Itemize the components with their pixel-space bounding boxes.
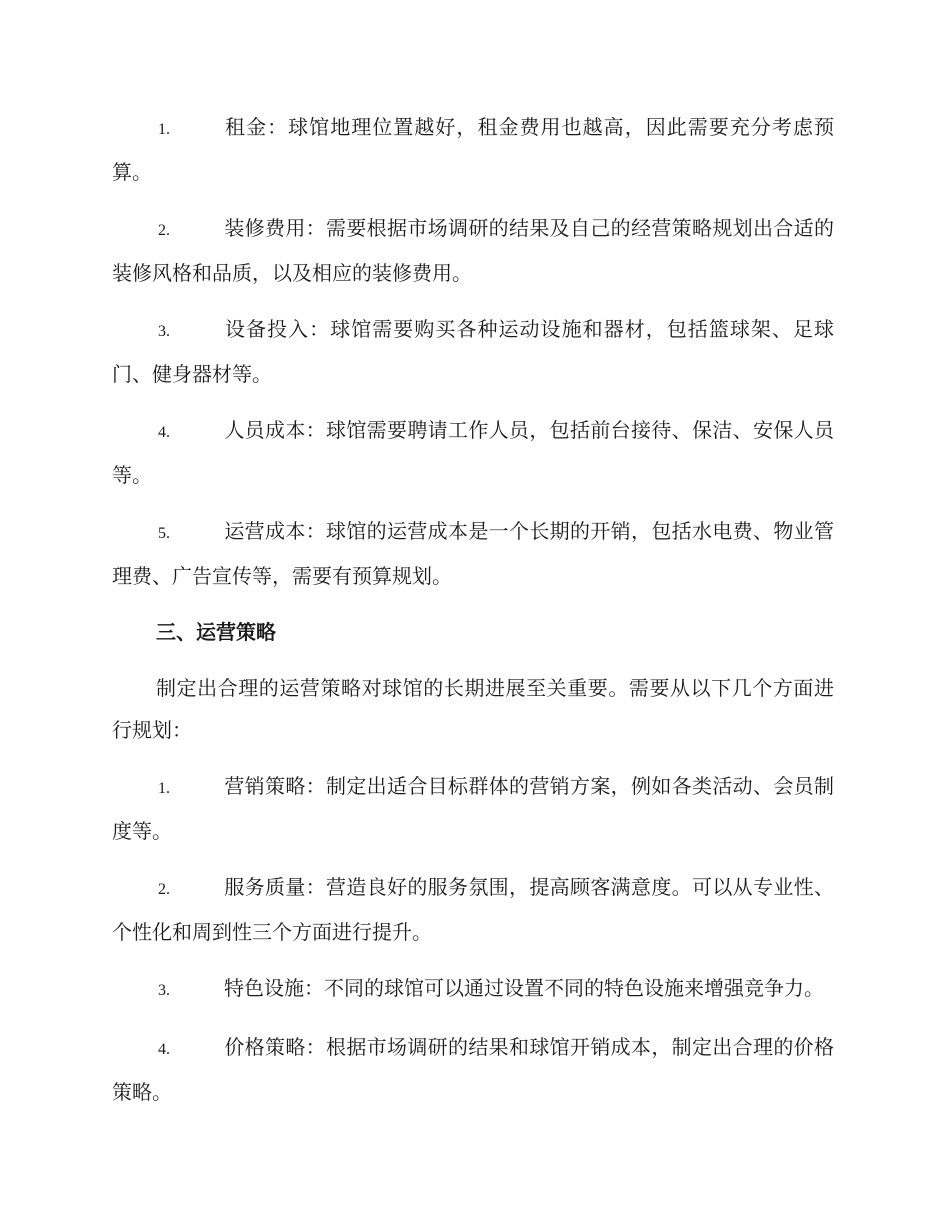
list-number: 5. bbox=[158, 525, 170, 542]
list-item-text: 运营成本：球馆的运营成本是一个长期的开销，包括水电费、物业管理费、广告宣传等，需要有预算规划。 bbox=[112, 519, 834, 588]
list-number: 2. bbox=[158, 222, 170, 239]
list-number: 3. bbox=[158, 323, 170, 340]
list-number: 1. bbox=[158, 780, 170, 797]
list-item-service bbox=[112, 866, 834, 953]
list-number: 1. bbox=[158, 121, 170, 138]
list-item-facilities bbox=[112, 967, 834, 1012]
list-item-renovation bbox=[112, 207, 834, 294]
list-item-text: 人员成本：球馆需要聘请工作人员，包括前台接待、保洁、安保人员等。 bbox=[112, 418, 834, 487]
list-item-rent bbox=[112, 106, 834, 193]
section-heading: 三、运营策略 bbox=[156, 620, 276, 644]
list-item-operations bbox=[112, 510, 834, 597]
list-item-equipment bbox=[112, 308, 834, 395]
list-item-marketing bbox=[112, 765, 834, 852]
list-item-text: 服务质量：营造良好的服务氛围，提高顾客满意度。可以从专业性、个性化和周到性三个方面进行提升。 bbox=[112, 875, 834, 944]
section-intro: 制定出合理的运营策略对球馆的长期进展至关重要。需要从以下几个方面进行规划： bbox=[112, 676, 834, 742]
list-item-text: 营销策略：制定出适合目标群体的营销方案，例如各类活动、会员制度等。 bbox=[112, 774, 834, 843]
list-item-text: 价格策略：根据市场调研的结果和球馆开销成本，制定出合理的价格策略。 bbox=[112, 1035, 834, 1104]
list-item-pricing bbox=[112, 1026, 834, 1113]
list-item-text: 装修费用：需要根据市场调研的结果及自己的经营策略规划出合适的装修风格和品质，以及相应的装修费用。 bbox=[112, 216, 834, 285]
list-item-text: 设备投入：球馆需要购买各种运动设施和器材，包括篮球架、足球门、健身器材等。 bbox=[112, 317, 834, 386]
list-number: 3. bbox=[158, 982, 170, 999]
document-body bbox=[112, 106, 834, 1127]
list-number: 4. bbox=[158, 424, 170, 441]
list-item-staff bbox=[112, 409, 834, 496]
list-number: 4. bbox=[158, 1041, 170, 1058]
list-number: 2. bbox=[158, 881, 170, 898]
list-item-text: 特色设施：不同的球馆可以通过设置不同的特色设施来增强竞争力。 bbox=[224, 976, 824, 1000]
list-item-text: 租金：球馆地理位置越好，租金费用也越高，因此需要充分考虑预算。 bbox=[112, 115, 834, 184]
